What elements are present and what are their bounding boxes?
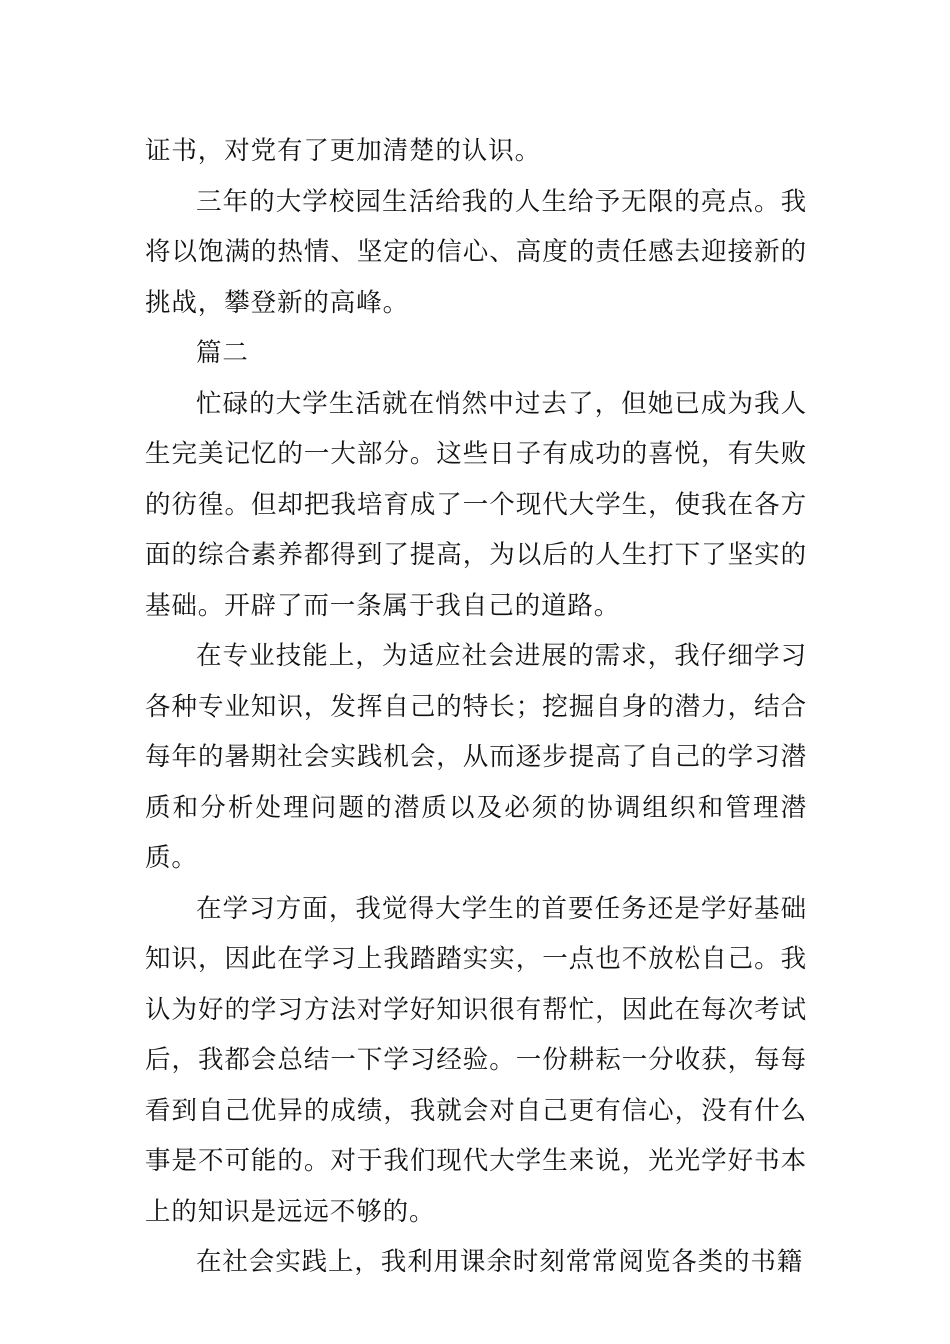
document-body <box>145 126 807 1288</box>
paragraph-continued: 证书，对党有了更加清楚的认识。 <box>145 136 542 166</box>
paragraph-social-practice: 在社会实践上，我利用课余时刻常常阅览各类的书籍 <box>196 1247 804 1277</box>
paragraph-busy-college-life: 忙碌的大学生活就在悄然中过去了，但她已成为我人生完美记忆的一大部分。这些日子有成功的喜悦，有失败的彷徨。但却把我培育成了一个现代大学生，使我在各方面的综合素养都得到了提高，为以后的人生打下了坚实的基础。开辟了而一条属于我自己的道路。 <box>145 388 807 621</box>
section-heading-part-two: 篇二 <box>196 338 249 368</box>
paragraph-professional-skills: 在专业技能上，为适应社会进展的需求，我仔细学习各种专业知识，发挥自己的特长；挖掘自身的潜力，结合每年的暑期社会实践机会，从而逐步提高了自己的学习潜质和分析处理问题的潜质以及必须的协调组织和管理潜质。 <box>145 641 807 873</box>
paragraph-campus-life: 三年的大学校园生活给我的人生给予无限的亮点。我将以饱满的热情、坚定的信心、高度的责任感去迎接新的挑战，攀登新的高峰。 <box>145 186 807 318</box>
paragraph-study: 在学习方面，我觉得大学生的首要任务还是学好基础知识，因此在学习上我踏踏实实，一点也不放松自己。我认为好的学习方法对学好知识很有帮忙，因此在每次考试后，我都会总结一下学习经验。一份耕耘一分收获，每每看到自己优异的成绩，我就会对自己更有信心，没有什么事是不可能的。对于我们现代大学生来说，光光学好书本上的知识是远远不够的。 <box>145 893 807 1227</box>
